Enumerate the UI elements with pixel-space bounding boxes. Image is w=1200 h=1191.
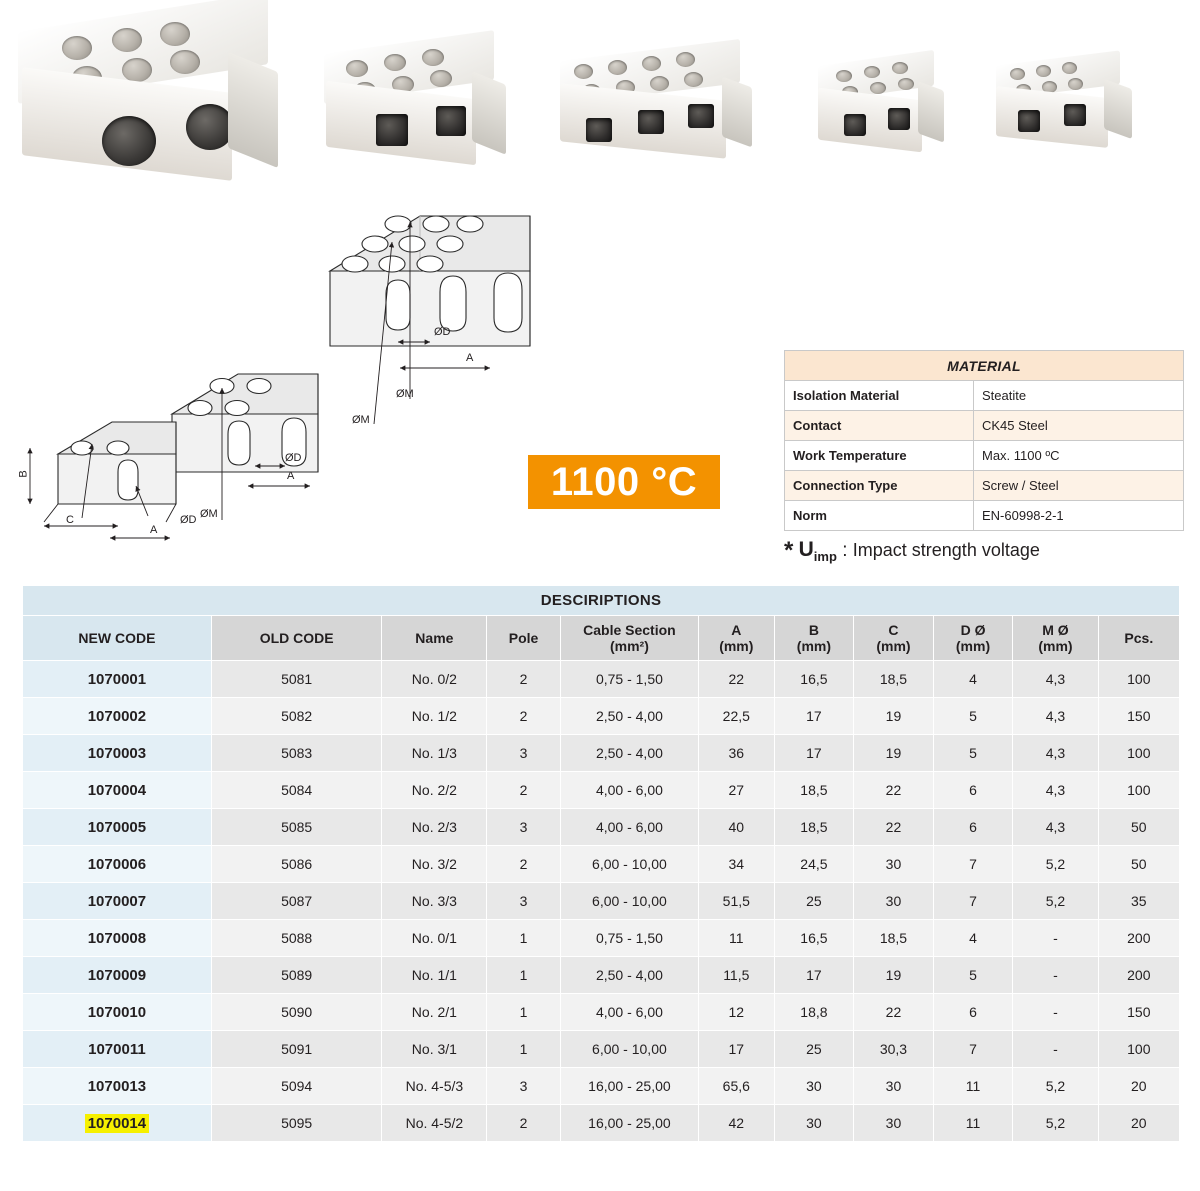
dimension-label-od-large: ØD	[434, 326, 451, 338]
cell-b: 25	[774, 883, 854, 920]
cell-pole: 3	[487, 735, 561, 772]
cable-port	[888, 108, 910, 130]
cell-m: 5,2	[1013, 1068, 1098, 1105]
cell-cable-section: 6,00 - 10,00	[560, 883, 698, 920]
cell-name: No. 2/2	[382, 772, 487, 809]
cell-new-code: 1070008	[23, 920, 212, 957]
cell-name: No. 3/2	[382, 846, 487, 883]
cell-c: 30,3	[854, 1031, 934, 1068]
cell-pole: 2	[487, 846, 561, 883]
cell-d: 11	[933, 1105, 1013, 1142]
cell-old-code: 5087	[211, 883, 382, 920]
table-row	[23, 1031, 1180, 1068]
cell-pole: 2	[487, 1105, 561, 1142]
dimension-label-od-medium: ØD	[285, 452, 302, 464]
cell-b: 24,5	[774, 846, 854, 883]
cell-c: 22	[854, 809, 934, 846]
screw-hole	[836, 70, 852, 82]
column-header-cable-section-unit: (mm²)	[609, 638, 649, 654]
screw-hole	[346, 60, 368, 77]
dimension-label-od-small: ØD	[180, 514, 197, 526]
cell-b: 30	[774, 1068, 854, 1105]
cell-pcs: 20	[1098, 1105, 1179, 1142]
cell-old-code: 5085	[211, 809, 382, 846]
cell-pole: 1	[487, 920, 561, 957]
column-header-m-label: M Ø	[1042, 621, 1069, 638]
cell-d: 7	[933, 883, 1013, 920]
cell-name: No. 0/1	[382, 920, 487, 957]
column-header-new-code: NEW CODE	[23, 616, 212, 661]
cell-pcs: 35	[1098, 883, 1179, 920]
cell-pcs: 100	[1098, 661, 1179, 698]
cable-port	[436, 106, 466, 136]
screw-hole	[870, 82, 886, 94]
product-photo-3	[556, 48, 756, 168]
cell-new-code: 1070006	[23, 846, 212, 883]
cell-d: 7	[933, 846, 1013, 883]
cell-d: 5	[933, 698, 1013, 735]
cell-new-code	[23, 1105, 212, 1142]
cell-d: 4	[933, 661, 1013, 698]
cable-port	[688, 104, 714, 128]
cell-b: 18,5	[774, 772, 854, 809]
material-key-connection-type: Connection Type	[785, 471, 974, 501]
block-side-face	[228, 52, 278, 168]
product-photo-4	[814, 56, 954, 161]
cell-a: 17	[698, 1031, 774, 1068]
table-row	[23, 957, 1180, 994]
cell-new-code: 1070011	[23, 1031, 212, 1068]
cell-name: No. 4-5/2	[382, 1105, 487, 1142]
block-side-face	[1104, 79, 1132, 139]
cell-pole: 2	[487, 698, 561, 735]
cell-a: 42	[698, 1105, 774, 1142]
cell-pole: 1	[487, 994, 561, 1031]
cell-name: No. 1/1	[382, 957, 487, 994]
material-key-contact: Contact	[785, 411, 974, 441]
screw-hole	[574, 64, 593, 79]
cell-name: No. 2/3	[382, 809, 487, 846]
cell-pcs: 150	[1098, 994, 1179, 1031]
screw-hole	[422, 49, 444, 66]
cell-cable-section: 2,50 - 4,00	[560, 957, 698, 994]
cell-name: No. 2/1	[382, 994, 487, 1031]
cell-old-code: 5088	[211, 920, 382, 957]
cell-cable-section: 6,00 - 10,00	[560, 846, 698, 883]
cell-old-code: 5091	[211, 1031, 382, 1068]
cell-pole: 3	[487, 809, 561, 846]
screw-hole	[430, 70, 452, 87]
cell-m: 4,3	[1013, 698, 1098, 735]
cell-cable-section: 4,00 - 6,00	[560, 809, 698, 846]
cell-a: 27	[698, 772, 774, 809]
footnote-separator: :	[836, 540, 853, 561]
dimension-label-a-large: A	[466, 352, 474, 364]
cell-m: 4,3	[1013, 809, 1098, 846]
column-header-name: Name	[382, 616, 487, 661]
screw-hole	[684, 72, 703, 87]
technical-drawings	[0, 186, 780, 581]
footnote-description: Impact strength voltage	[852, 540, 1040, 560]
screw-hole	[1010, 68, 1025, 80]
table-row	[23, 846, 1180, 883]
cell-a: 40	[698, 809, 774, 846]
table-row	[23, 772, 1180, 809]
column-header-m	[1013, 616, 1098, 661]
cell-b: 18,8	[774, 994, 854, 1031]
cell-new-code: 1070007	[23, 883, 212, 920]
table-row	[23, 809, 1180, 846]
cell-new-code: 1070001	[23, 661, 212, 698]
cell-old-code: 5095	[211, 1105, 382, 1142]
cell-cable-section: 4,00 - 6,00	[560, 994, 698, 1031]
cell-pole: 2	[487, 661, 561, 698]
cable-port	[844, 114, 866, 136]
cell-d: 5	[933, 957, 1013, 994]
descriptions-table	[22, 585, 1180, 1142]
cell-b: 16,5	[774, 661, 854, 698]
material-value-contact: CK45 Steel	[974, 411, 1184, 441]
material-value-work-temperature: Max. 1100 ºC	[974, 441, 1184, 471]
cell-d: 7	[933, 1031, 1013, 1068]
dimension-drawing-svg	[0, 186, 780, 581]
cell-d: 4	[933, 920, 1013, 957]
block-front-face	[996, 86, 1108, 148]
cell-m: -	[1013, 920, 1098, 957]
screw-hole	[676, 52, 695, 67]
cell-name: No. 3/1	[382, 1031, 487, 1068]
cell-c: 22	[854, 772, 934, 809]
cell-pcs: 20	[1098, 1068, 1179, 1105]
table-row	[23, 994, 1180, 1031]
cell-c: 19	[854, 957, 934, 994]
cell-name: No. 1/3	[382, 735, 487, 772]
cell-a: 34	[698, 846, 774, 883]
product-photo-1	[10, 8, 280, 183]
cell-new-code: 1070013	[23, 1068, 212, 1105]
column-header-pcs: Pcs.	[1098, 616, 1179, 661]
cell-name: No. 3/3	[382, 883, 487, 920]
dimension-label-om-large2: ØM	[352, 414, 370, 426]
cable-port	[376, 114, 408, 146]
cable-port	[102, 116, 156, 166]
column-header-m-unit: (mm)	[1038, 638, 1073, 654]
cell-c: 22	[854, 994, 934, 1031]
cell-d: 6	[933, 994, 1013, 1031]
dimension-label-b-small: B	[17, 470, 30, 478]
column-header-b	[774, 616, 854, 661]
table-row	[23, 920, 1180, 957]
dimension-label-c-small: C	[66, 514, 74, 526]
cell-name: No. 1/2	[382, 698, 487, 735]
cell-d: 5	[933, 735, 1013, 772]
cell-c: 30	[854, 1105, 934, 1142]
screw-hole	[892, 62, 908, 74]
cell-a: 22	[698, 661, 774, 698]
cell-pole: 2	[487, 772, 561, 809]
material-key-norm: Norm	[785, 501, 974, 531]
dimension-label-a-small: A	[150, 524, 158, 536]
cell-pole: 3	[487, 1068, 561, 1105]
material-value-connection-type: Screw / Steel	[974, 471, 1184, 501]
cell-b: 30	[774, 1105, 854, 1142]
cell-a: 22,5	[698, 698, 774, 735]
cell-pcs: 200	[1098, 957, 1179, 994]
cell-a: 11	[698, 920, 774, 957]
product-photo-5	[992, 56, 1142, 161]
column-header-b-unit: (mm)	[796, 638, 832, 654]
column-header-c	[854, 616, 934, 661]
cell-pcs: 50	[1098, 846, 1179, 883]
cell-cable-section: 6,00 - 10,00	[560, 1031, 698, 1068]
cell-pole: 1	[487, 957, 561, 994]
cable-port	[638, 110, 664, 134]
cell-new-code-highlighted: 1070014	[85, 1114, 149, 1133]
cell-d: 11	[933, 1068, 1013, 1105]
descriptions-table-body	[23, 661, 1180, 1142]
cell-new-code: 1070002	[23, 698, 212, 735]
material-table	[784, 350, 1184, 531]
block-side-face	[918, 81, 944, 142]
footnote-symbol: $U_{imp}$	[798, 538, 837, 565]
cell-c: 30	[854, 883, 934, 920]
cell-pcs: 200	[1098, 920, 1179, 957]
cell-new-code: 1070003	[23, 735, 212, 772]
cell-cable-section: 16,00 - 25,00	[560, 1105, 698, 1142]
column-header-d-unit: (mm)	[955, 638, 991, 654]
cell-b: 17	[774, 957, 854, 994]
cell-b: 17	[774, 698, 854, 735]
screw-hole	[898, 78, 914, 90]
cell-b: 18,5	[774, 809, 854, 846]
cell-name: No. 4-5/3	[382, 1068, 487, 1105]
material-key-isolation: Isolation Material	[785, 381, 974, 411]
cable-port	[1064, 104, 1086, 126]
cable-port	[586, 118, 612, 142]
screw-hole	[864, 66, 880, 78]
cell-m: 5,2	[1013, 846, 1098, 883]
cable-port	[186, 104, 234, 150]
uimp-footnote	[784, 537, 1040, 565]
cell-a: 12	[698, 994, 774, 1031]
column-header-a-unit: (mm)	[719, 638, 754, 654]
cell-pole: 3	[487, 883, 561, 920]
table-row	[23, 661, 1180, 698]
screw-hole	[170, 50, 200, 74]
column-header-d	[933, 616, 1013, 661]
screw-hole	[642, 56, 661, 71]
table-row	[23, 883, 1180, 920]
material-table-title: MATERIAL	[785, 351, 1184, 381]
cell-old-code: 5082	[211, 698, 382, 735]
cell-new-code: 1070005	[23, 809, 212, 846]
block-side-face	[472, 71, 506, 155]
cell-old-code: 5084	[211, 772, 382, 809]
cell-old-code: 5081	[211, 661, 382, 698]
dimension-label-om-medium: ØM	[200, 508, 218, 520]
material-key-work-temperature: Work Temperature	[785, 441, 974, 471]
column-header-c-label: C	[888, 621, 899, 638]
table-row	[23, 698, 1180, 735]
column-header-pole: Pole	[487, 616, 561, 661]
cell-old-code: 5089	[211, 957, 382, 994]
temperature-badge	[528, 455, 720, 509]
cell-m: -	[1013, 1031, 1098, 1068]
cell-new-code: 1070009	[23, 957, 212, 994]
screw-hole	[62, 36, 92, 60]
cell-pcs: 100	[1098, 772, 1179, 809]
column-header-cable-section	[560, 616, 698, 661]
cell-c: 18,5	[854, 920, 934, 957]
cell-old-code: 5086	[211, 846, 382, 883]
cell-m: -	[1013, 994, 1098, 1031]
cell-c: 30	[854, 846, 934, 883]
cell-b: 17	[774, 735, 854, 772]
screw-hole	[160, 22, 190, 46]
cell-cable-section: 2,50 - 4,00	[560, 698, 698, 735]
footnote-subscript: imp	[813, 549, 837, 565]
cell-a: 51,5	[698, 883, 774, 920]
cell-m: 5,2	[1013, 883, 1098, 920]
cell-old-code: 5094	[211, 1068, 382, 1105]
cell-pcs: 100	[1098, 1031, 1179, 1068]
block-side-face	[722, 77, 752, 148]
cell-pcs: 100	[1098, 735, 1179, 772]
table-row	[23, 1068, 1180, 1105]
temperature-badge-label: 1100 °C	[550, 459, 698, 504]
table-row	[23, 735, 1180, 772]
product-photo-strip	[0, 0, 1200, 190]
material-value-norm: EN-60998-2-1	[974, 501, 1184, 531]
material-value-isolation: Steatite	[974, 381, 1184, 411]
cell-m: -	[1013, 957, 1098, 994]
column-header-old-code: OLD CODE	[211, 616, 382, 661]
column-header-a-label: A	[731, 621, 742, 638]
cell-a: 36	[698, 735, 774, 772]
cell-b: 25	[774, 1031, 854, 1068]
cell-pole: 1	[487, 1031, 561, 1068]
cell-pcs: 150	[1098, 698, 1179, 735]
screw-hole	[112, 28, 142, 52]
screw-hole	[650, 76, 669, 91]
cell-cable-section: 0,75 - 1,50	[560, 920, 698, 957]
cell-m: 4,3	[1013, 735, 1098, 772]
screw-hole	[384, 54, 406, 71]
cell-d: 6	[933, 772, 1013, 809]
screw-hole	[1062, 62, 1077, 74]
screw-hole	[1068, 78, 1083, 90]
cell-a: 11,5	[698, 957, 774, 994]
column-header-b-label: B	[808, 621, 819, 638]
cell-old-code: 5090	[211, 994, 382, 1031]
cell-new-code: 1070004	[23, 772, 212, 809]
screw-hole	[608, 60, 627, 75]
cell-cable-section: 4,00 - 6,00	[560, 772, 698, 809]
descriptions-title: DESCIRIPTIONS	[23, 586, 1180, 616]
cell-new-code: 1070010	[23, 994, 212, 1031]
screw-hole	[122, 58, 152, 82]
column-header-c-unit: (mm)	[876, 638, 911, 654]
cell-c: 19	[854, 735, 934, 772]
cable-port	[1018, 110, 1040, 132]
cell-m: 4,3	[1013, 772, 1098, 809]
footnote-asterisk: *	[784, 537, 794, 564]
cell-m: 5,2	[1013, 1105, 1098, 1142]
cell-d: 6	[933, 809, 1013, 846]
cell-pcs: 50	[1098, 809, 1179, 846]
cell-b: 16,5	[774, 920, 854, 957]
cell-c: 18,5	[854, 661, 934, 698]
cell-m: 4,3	[1013, 661, 1098, 698]
cell-c: 30	[854, 1068, 934, 1105]
cell-old-code: 5083	[211, 735, 382, 772]
dimension-label-om-large: ØM	[396, 388, 414, 400]
product-photo-2	[318, 40, 508, 175]
cell-cable-section: 2,50 - 4,00	[560, 735, 698, 772]
screw-hole	[1036, 65, 1051, 77]
column-header-cable-section-label: Cable Section	[583, 621, 676, 638]
dimension-label-a-medium: A	[287, 470, 295, 482]
cell-name: No. 0/2	[382, 661, 487, 698]
cell-c: 19	[854, 698, 934, 735]
table-row	[23, 1105, 1180, 1142]
cell-cable-section: 16,00 - 25,00	[560, 1068, 698, 1105]
column-header-d-label: D Ø	[960, 621, 986, 638]
column-header-a	[698, 616, 774, 661]
cell-cable-section: 0,75 - 1,50	[560, 661, 698, 698]
cell-a: 65,6	[698, 1068, 774, 1105]
